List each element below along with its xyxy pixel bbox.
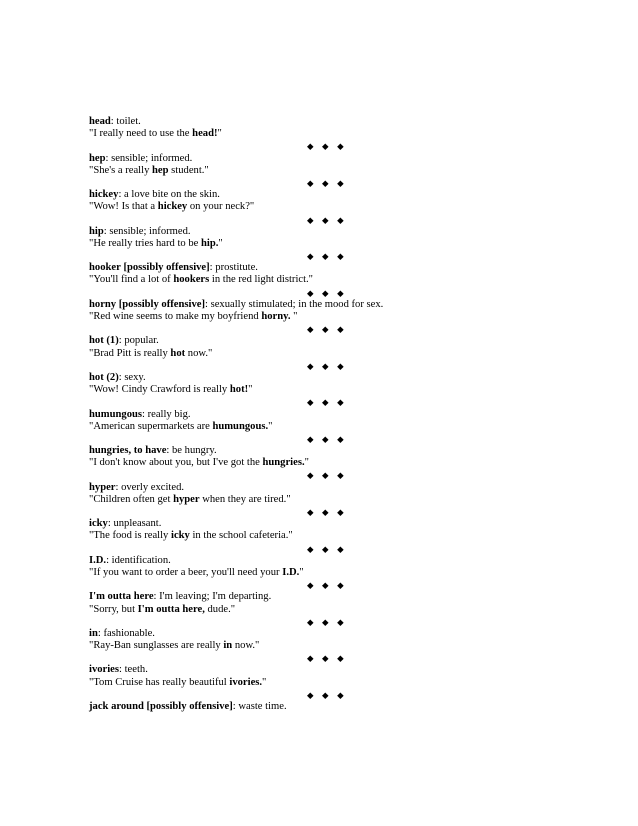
- glossary-entries: [89, 116, 509, 713]
- glossary-entry: [89, 664, 509, 701]
- entry-term: I'm outta here: [89, 591, 154, 603]
- glossary-entry: [89, 116, 509, 153]
- example-text: ": [304, 457, 309, 469]
- example-text: "Tom Cruise has really beautiful: [89, 676, 230, 688]
- definition-line: jack around [possibly offensive]: waste time.: [89, 701, 287, 712]
- entry-definition: waste time.: [238, 701, 287, 712]
- definition-line: humungous: really big.: [89, 408, 191, 420]
- entry-definition: teeth.: [124, 664, 148, 676]
- entry-note: [possibly offensive]: [146, 701, 233, 712]
- entry-term: jack around: [89, 701, 144, 712]
- entry-note: [possibly offensive]: [123, 262, 210, 274]
- separator-diamonds: ◆ ◆ ◆: [307, 324, 347, 335]
- example-text: ": [268, 420, 273, 432]
- entry-term: hickey: [89, 189, 119, 201]
- separator-diamonds: ◆ ◆ ◆: [307, 433, 347, 444]
- example-line: [89, 640, 509, 652]
- example-highlight: hot!: [229, 384, 249, 396]
- entry-term: hungries, to have: [89, 445, 167, 457]
- definition-line: hot (1): popular.: [89, 335, 159, 347]
- example-text: dude.": [204, 603, 236, 615]
- entry-definition: toilet.: [116, 116, 141, 127]
- separator-diamonds: ◆ ◆ ◆: [307, 251, 347, 262]
- glossary-entry: [89, 701, 509, 713]
- glossary-entry: [89, 299, 509, 336]
- entry-term: ivories: [89, 664, 120, 676]
- example-highlight: humungous.: [212, 420, 269, 432]
- definition-line: hooker [possibly offensive]: prostitute.: [89, 262, 258, 274]
- entry-definition: sexy.: [124, 371, 146, 383]
- glossary-entry: [89, 591, 509, 628]
- entry-definition: a love bite on the skin.: [124, 189, 220, 201]
- separator-diamonds: ◆ ◆ ◆: [307, 543, 347, 554]
- entry-term: hot (2): [89, 371, 119, 383]
- separator-diamonds: ◆ ◆ ◆: [307, 177, 347, 188]
- example-highlight: hickey: [157, 201, 188, 213]
- glossary-entry: [89, 153, 509, 190]
- glossary-entry: [89, 482, 509, 519]
- separator-diamonds: ◆ ◆ ◆: [307, 287, 347, 298]
- separator-diamonds: ◆ ◆ ◆: [307, 616, 347, 627]
- example-text: "If you want to order a beer, you'll need your: [89, 566, 283, 578]
- entry-definition: popular.: [124, 335, 159, 347]
- definition-line: hep: sensible; informed.: [89, 152, 193, 164]
- example-line: [89, 274, 509, 286]
- example-highlight: hookers: [173, 274, 210, 286]
- example-line: [89, 201, 509, 213]
- example-highlight: hep: [152, 164, 169, 176]
- example-line: [89, 421, 509, 433]
- separator-diamonds: ◆ ◆ ◆: [307, 141, 347, 152]
- definition-line: icky: unpleasant.: [89, 518, 162, 530]
- entry-definition: really big.: [147, 408, 191, 420]
- glossary-entry: [89, 555, 509, 592]
- example-text: "I really need to use the: [89, 128, 193, 140]
- glossary-entry: [89, 518, 509, 555]
- entry-term: in: [89, 627, 98, 639]
- definition-line: hickey: a love bite on the skin.: [89, 189, 220, 201]
- example-text: "You'll find a lot of: [89, 274, 174, 286]
- example-line: [89, 384, 509, 396]
- separator-diamonds: ◆ ◆ ◆: [307, 507, 347, 517]
- example-text: ": [299, 566, 304, 578]
- example-line: [89, 677, 509, 689]
- entry-term: hot (1): [89, 335, 119, 347]
- definition-line: horny [possibly offensive]: sexually stimulated; in the mood for sex.: [89, 298, 384, 310]
- example-highlight: hip.: [201, 237, 219, 249]
- definition-line: I.D.: identification.: [89, 554, 171, 566]
- example-line: [89, 238, 509, 250]
- example-highlight: icky: [171, 530, 190, 542]
- separator-diamonds: ◆ ◆ ◆: [307, 580, 347, 591]
- entry-definition: fashionable.: [103, 627, 155, 639]
- example-highlight: in: [223, 640, 233, 652]
- example-line: [89, 530, 509, 542]
- example-line: [89, 567, 509, 579]
- example-text: "She's a really: [89, 164, 153, 176]
- entry-term: hyper: [89, 481, 116, 493]
- definition-line: hungries, to have: be hungry.: [89, 445, 217, 457]
- entry-term: hep: [89, 152, 106, 164]
- separator-diamonds: ◆ ◆ ◆: [307, 360, 347, 371]
- entry-definition: unpleasant.: [113, 518, 162, 530]
- entry-definition: sexually stimulated; in the mood for sex.: [210, 298, 384, 310]
- example-highlight: hungries.: [262, 457, 305, 469]
- example-line: [89, 128, 509, 140]
- separator-diamonds: ◆ ◆ ◆: [307, 397, 347, 408]
- example-text: "He really tries hard to be: [89, 237, 201, 249]
- glossary-entry: [89, 226, 509, 263]
- example-text: "Sorry, but: [89, 603, 138, 615]
- example-text: ": [248, 384, 253, 396]
- example-highlight: hyper: [173, 493, 200, 505]
- example-text: ": [217, 128, 222, 140]
- entry-definition: be hungry.: [172, 445, 217, 457]
- example-line: [89, 165, 509, 177]
- entry-term: icky: [89, 518, 108, 530]
- entry-term: hooker: [89, 262, 121, 274]
- definition-line: ivories: teeth.: [89, 664, 148, 676]
- separator-diamonds: ◆ ◆ ◆: [307, 470, 347, 481]
- example-highlight: I.D.: [282, 566, 300, 578]
- entry-definition: overly excited.: [121, 481, 185, 493]
- example-text: "I don't know about you, but I've got the: [89, 457, 263, 469]
- separator-diamonds: ◆ ◆ ◆: [307, 214, 347, 225]
- entry-definition: sensible; informed.: [111, 152, 193, 164]
- example-text: ": [290, 311, 298, 322]
- entry-note: [possibly offensive]: [118, 298, 205, 310]
- example-highlight: ivories.: [229, 676, 263, 688]
- example-line: [89, 348, 509, 360]
- glossary-entry: [89, 445, 509, 482]
- entry-definition: prostitute.: [215, 262, 258, 274]
- example-highlight: hot: [170, 347, 186, 359]
- glossary-entry: [89, 262, 509, 299]
- definition-line: head: toilet.: [89, 116, 141, 127]
- entry-term: horny: [89, 298, 117, 310]
- example-highlight: horny.: [261, 311, 291, 322]
- definition-line: in: fashionable.: [89, 627, 155, 639]
- example-text: when they are tired.": [199, 493, 291, 505]
- example-text: now.": [232, 640, 260, 652]
- example-highlight: head!: [192, 128, 218, 140]
- example-text: "Children often get: [89, 493, 174, 505]
- example-text: "The food is really: [89, 530, 171, 542]
- example-text: "Wow! Cindy Crawford is really: [89, 384, 230, 396]
- example-text: ": [262, 676, 267, 688]
- example-text: "Brad Pitt is really: [89, 347, 171, 359]
- glossary-entry: [89, 372, 509, 409]
- definition-line: hot (2): sexy.: [89, 371, 146, 383]
- entry-term: head: [89, 116, 111, 127]
- example-line: [89, 311, 509, 323]
- example-text: now.": [185, 347, 213, 359]
- separator-diamonds: ◆ ◆ ◆: [307, 653, 347, 664]
- separator-diamonds: ◆ ◆ ◆: [307, 689, 347, 700]
- example-text: "Red wine seems to make my boyfriend: [89, 311, 262, 322]
- example-text: "Wow! Is that a: [89, 201, 158, 213]
- glossary-entry: [89, 189, 509, 226]
- example-text: in the red light district.": [209, 274, 314, 286]
- example-highlight: I'm outta here,: [137, 603, 205, 615]
- entry-term: humungous: [89, 408, 142, 420]
- entry-definition: I'm leaving; I'm departing.: [159, 591, 272, 603]
- example-text: on your neck?": [187, 201, 255, 213]
- entry-term: I.D.: [89, 554, 107, 566]
- entry-term: hip: [89, 225, 104, 237]
- example-line: [89, 494, 509, 506]
- example-text: "Ray-Ban sunglasses are really: [89, 640, 224, 652]
- example-text: "American supermarkets are: [89, 420, 213, 432]
- definition-line: I'm outta here: I'm leaving; I'm departing.: [89, 591, 272, 603]
- example-line: [89, 604, 509, 616]
- glossary-entry: [89, 335, 509, 372]
- glossary-entry: [89, 628, 509, 665]
- entry-definition: sensible; informed.: [109, 225, 191, 237]
- example-text: ": [218, 237, 223, 249]
- definition-line: hyper: overly excited.: [89, 481, 185, 493]
- example-text: student.": [168, 164, 209, 176]
- definition-line: hip: sensible; informed.: [89, 225, 191, 237]
- example-line: [89, 457, 509, 469]
- entry-definition: identification.: [111, 554, 171, 566]
- glossary-entry: [89, 409, 509, 446]
- example-text: in the school cafeteria.": [189, 530, 293, 542]
